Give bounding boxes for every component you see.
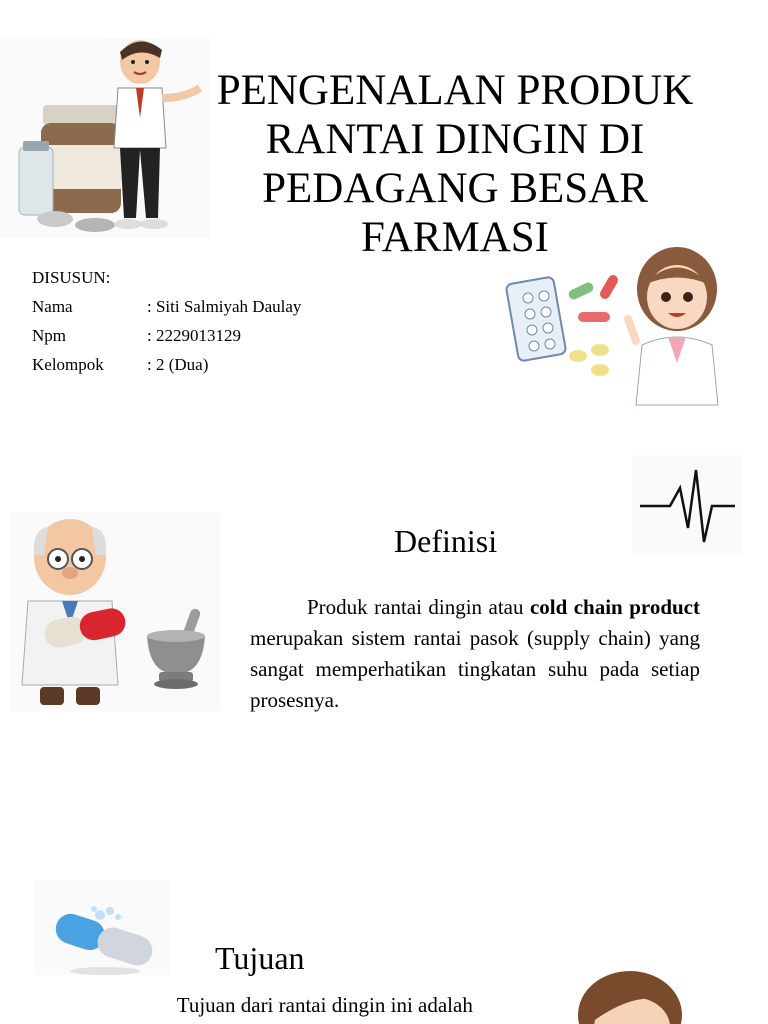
definisi-text: Produk rantai dingin atau	[307, 595, 530, 619]
author-row	[32, 292, 301, 321]
title-line: RANTAI DINGIN DI	[265, 116, 645, 163]
heartbeat-line-icon	[640, 468, 735, 544]
author-header: DISUSUN:	[32, 268, 111, 287]
slide-title	[200, 66, 710, 256]
author-info	[32, 263, 301, 379]
title-line: FARMASI	[361, 214, 549, 256]
tujuan-heading: Tujuan	[215, 940, 305, 976]
author-row	[32, 321, 301, 350]
author-value: : 2229013129	[147, 326, 241, 345]
author-label: Npm	[32, 326, 66, 345]
woman-head-illustration	[570, 965, 690, 1024]
capsule-icon	[40, 608, 130, 648]
doctor-woman-illustration	[622, 245, 732, 410]
author-value: : 2 (Dua)	[147, 355, 209, 374]
definisi-text: merupakan sistem rantai pasok (supply chain) yang sangat memperhatikan tingkatan suhu pada setiap prosesnya.	[250, 626, 700, 712]
title-line: PEDAGANG BESAR	[262, 165, 648, 212]
capsule-icon	[48, 905, 163, 975]
author-label: Kelompok	[32, 355, 104, 374]
definisi-heading: Definisi	[394, 523, 498, 559]
title-line: PENGENALAN PRODUK	[216, 67, 694, 114]
pills-blister-icon	[508, 272, 628, 382]
definisi-bold-term: cold chain product	[529, 595, 700, 619]
author-value: : Siti Salmiyah Daulay	[147, 297, 302, 316]
author-row	[32, 350, 301, 379]
mortar-pestle-icon	[145, 608, 207, 692]
tujuan-text: Tujuan dari rantai dingin ini adalah	[176, 993, 473, 1017]
definisi-paragraph	[250, 592, 700, 716]
doctor-man-illustration	[90, 38, 210, 238]
tujuan-paragraph	[140, 990, 532, 1021]
author-label: Nama	[32, 297, 73, 316]
